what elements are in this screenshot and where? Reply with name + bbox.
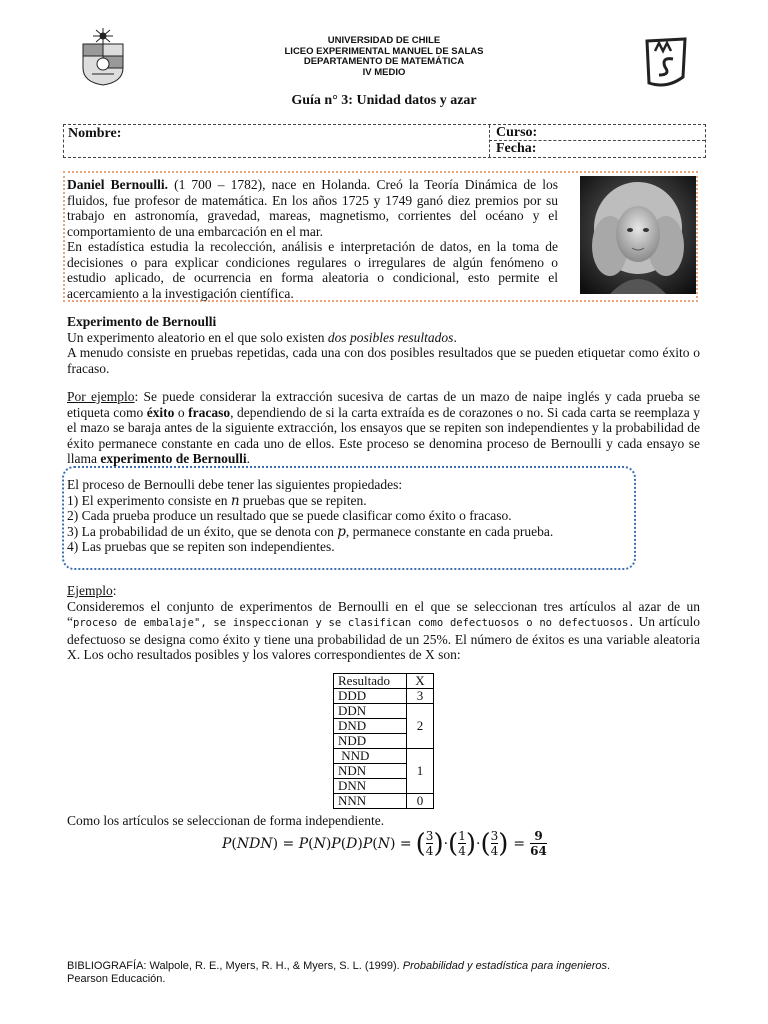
example2-paragraph xyxy=(67,583,700,663)
properties-list xyxy=(67,477,627,555)
table-header-x: X xyxy=(407,674,434,689)
example1-fracaso: fracaso xyxy=(188,404,231,420)
header-line-2: LICEO EXPERIMENTAL MANUEL DE SALAS xyxy=(284,45,484,57)
properties-intro: El proceso de Bernoulli debe tener las siguientes propiedades: xyxy=(67,477,403,492)
example1-text1: : Se puede considerar la extracción sucesiva de cartas de un mazo de naipe inglés y cada prueba se etiqueta como xyxy=(67,389,700,420)
nombre-label: Nombre: xyxy=(68,126,122,141)
experiment-line2: A menudo consiste en pruebas repetidas, cada una con dos posibles resultados que se pueden etiquetar como éxito o fracaso. xyxy=(67,345,700,376)
example2-text2: Un artículo defectuoso se designa como éxito y tiene una probabilidad de un 25%. El número de éxitos es una variable aleatoria X. Los ocho resultados posibles y los valores correspondientes de X son: xyxy=(67,614,701,662)
bio-text xyxy=(67,177,558,301)
result-numerator: 9 xyxy=(534,829,543,843)
experiment-line1c: . xyxy=(453,329,457,345)
table-x-value: 2 xyxy=(407,704,434,749)
bibliography-publisher: Pearson Educación. xyxy=(67,973,166,985)
experiment-section xyxy=(67,314,700,376)
property-item-2: 2) Cada prueba produce un resultado que se puede clasificar como éxito o fracaso. xyxy=(67,508,512,523)
experiment-line1a: Un experimento aleatorio en el que solo existen xyxy=(67,329,328,345)
example1-o: o xyxy=(174,404,189,420)
fraction-2-denominator: 4 xyxy=(458,844,466,858)
example2-text1: Consideremos el conjunto de experimentos de Bernoulli en el que se seleccionan tres artículos al azar de un “ xyxy=(67,598,700,629)
page-title: Guía n° 3: Unidad datos y azar xyxy=(291,93,477,108)
fraction-1-numerator: 3 xyxy=(425,829,434,843)
student-info-box xyxy=(63,124,706,158)
dot-2: · xyxy=(476,836,481,852)
table-row: DDD xyxy=(334,689,407,704)
table-row: NDN xyxy=(334,764,407,779)
bernoulli-portrait xyxy=(580,176,696,294)
bio-name: Daniel Bernoulli. xyxy=(67,177,168,192)
results-table xyxy=(333,673,434,809)
formula-lhs: 𝑃(𝑁𝐷𝑁) = 𝑃(𝑁)𝑃(𝐷)𝑃(𝑁) = xyxy=(222,836,412,852)
conclusion-text: Como los artículos se seleccionan de forma independiente. xyxy=(67,813,385,828)
table-row: DDN xyxy=(334,704,407,719)
school-ms-logo xyxy=(643,37,689,89)
fraction-3-numerator: 3 xyxy=(490,829,499,843)
table-row: DNN xyxy=(334,779,407,794)
example1-text2: , dependiendo de si la carta extraída es de corazones o no. Si cada carta se reemplaza y el mazo se baraja antes de la siguiente extracción, los ensayos que se repiten son independientes y la probabilidad de éxito permanece constante en cada uno de ellos. Este proceso se denomina proceso de Bernoulli y cada ensayo se llama xyxy=(67,404,700,466)
table-row: NNN xyxy=(334,794,407,809)
fraction-3-denominator: 4 xyxy=(490,844,499,858)
fecha-label: Fecha: xyxy=(496,141,537,156)
probability-formula: 𝑃(𝑁𝐷𝑁) = 𝑃(𝑁)𝑃(𝐷)𝑃(𝑁) = ( $\frac{3}{4}$ ) · ( $\frac{1}{4}$ ) · ( $\frac{3}{4}$ ) = $\frac{9}{64}$ xyxy=(222,829,547,859)
example1-experiment: experimento de Bernoulli xyxy=(100,451,247,466)
header-line-1: UNIVERSIDAD DE CHILE xyxy=(327,35,441,46)
results-table-wrap xyxy=(333,673,434,809)
example2-colon: : xyxy=(112,583,117,598)
property-item-3: 3) La probabilidad de un éxito, que se denota con 𝑝, permanece constante en cada prueba. xyxy=(67,523,554,539)
bibliography-text: BIBLIOGRAFÍA: Walpole, R. E., Myers, R. H., & Myers, S. L. (1999). xyxy=(67,960,403,972)
table-x-value: 3 xyxy=(407,689,434,704)
header-line-3: DEPARTAMENTO DE MATEMÁTICA xyxy=(303,56,465,67)
table-row: NND xyxy=(334,749,407,764)
table-row: DND xyxy=(334,719,407,734)
formula-equals: = xyxy=(513,836,526,852)
fraction-1-denominator: 4 xyxy=(425,844,434,858)
header-line-4: IV MEDIO xyxy=(362,66,406,78)
table-x-value: 1 xyxy=(407,749,434,794)
experiment-line1b: dos posibles resultados xyxy=(327,329,454,345)
experiment-heading: Experimento de Bernoulli xyxy=(67,314,217,329)
property-item-4: 4) Las pruebas que se repiten son independientes. xyxy=(67,539,335,554)
example2-mono: proceso de embalaje", se inspeccionan y se clasifican como defectuosos o no defectuosos. xyxy=(73,617,635,629)
example1-end: . xyxy=(246,451,250,466)
bio-text-2: En estadística estudia la recolección, análisis e interpretación de datos, en la toma de decisiones o para explicar condiciones regulares o irregulares de algún fenómeno o estudio aplicado, de ocurrencia en forma aleatoria o condicional, esto permite el acercamiento a la investigación científica. xyxy=(67,239,558,301)
property-item-1: 1) El experimento consiste en 𝑛 pruebas que se repiten. xyxy=(67,492,367,508)
example1-label: Por ejemplo xyxy=(67,389,135,404)
bibliography xyxy=(67,960,707,986)
bibliography-period: . xyxy=(607,960,611,972)
table-header-resultado: Resultado xyxy=(334,674,407,689)
table-row: NDD xyxy=(334,734,407,749)
result-denominator: 64 xyxy=(530,844,547,858)
table-x-value: 0 xyxy=(407,794,434,809)
bibliography-book-title: Probabilidad y estadística para ingenieros xyxy=(402,960,608,972)
curso-label: Curso: xyxy=(496,125,538,140)
example1-exito: éxito xyxy=(146,404,175,420)
fraction-2-numerator: 1 xyxy=(458,829,466,843)
bio-text-1: (1 700 – 1782), nace en Holanda. Creó la Teoría Dinámica de los fluidos, fue profesor de matemática. En los años 1725 y 1749 ganó diez premios por su trabajo en astronomía, gravedad, mareas, magnetismo, corrientes del océano y el comportamiento de una embarcación en el mar. xyxy=(67,177,558,239)
dot-1: · xyxy=(443,836,449,852)
example1-paragraph xyxy=(67,389,700,467)
example2-label: Ejemplo xyxy=(67,583,113,598)
